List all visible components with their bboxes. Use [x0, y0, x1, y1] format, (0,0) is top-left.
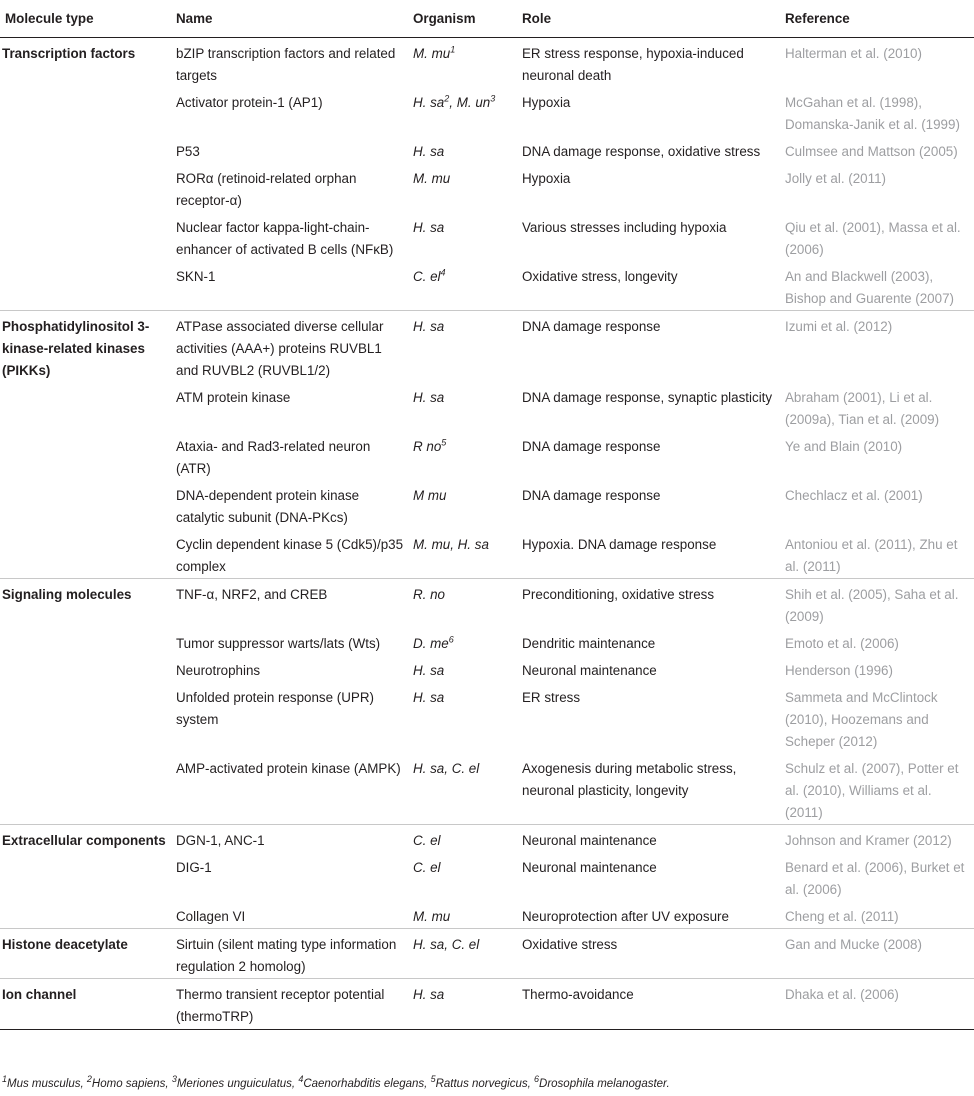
role-cell: ER stress — [522, 690, 581, 705]
table-row — [0, 163, 974, 212]
header-name: Name — [171, 0, 408, 38]
organism-text: M. mu — [413, 46, 451, 61]
name-cell: Ataxia- and Rad3-related neuron (ATR) — [176, 439, 371, 476]
name-cell: Unfolded protein response (UPR) system — [176, 690, 374, 727]
organism-cell — [408, 261, 517, 311]
name-cell: bZIP transcription factors and related targets — [176, 46, 396, 83]
name-cell: Cyclin dependent kinase 5 (Cdk5)/p35 complex — [176, 537, 404, 574]
reference-cell: Cheng et al. (2011) — [785, 909, 899, 924]
molecule-type-cell — [0, 628, 171, 655]
organism-text: M. mu, H. sa — [413, 537, 489, 552]
molecule-type-cell: Phosphatidylinositol 3-kinase-related kinases (PIKKs) — [0, 311, 171, 383]
role-cell: Neuronal maintenance — [517, 825, 780, 853]
footnote-mark: 3 — [171, 1074, 177, 1085]
organism-text: D. me — [413, 636, 449, 651]
table-footnote — [2, 1074, 670, 1090]
organism-cell — [408, 529, 517, 579]
table-row — [0, 929, 974, 979]
molecule-type-cell: Signaling molecules — [0, 579, 171, 629]
reference-cell: McGahan et al. (1998), Domanska-Janik et al. (1999) — [785, 95, 960, 132]
reference-cell: Culmsee and Mattson (2005) — [785, 144, 958, 159]
molecule-type-cell: Extracellular components — [0, 825, 171, 853]
molecule-type-cell — [0, 87, 171, 136]
name-cell: Sirtuin (silent mating type information regulation 2 homolog) — [171, 929, 408, 979]
organism-cell — [408, 825, 517, 853]
table-row — [0, 682, 974, 753]
reference-cell: Izumi et al. (2012) — [780, 311, 974, 383]
organism-cell — [408, 311, 517, 383]
organism-text: H. sa — [413, 95, 445, 110]
name-cell: ATM protein kinase — [176, 390, 291, 405]
molecule-type-cell — [0, 529, 171, 579]
table-row — [0, 382, 974, 431]
reference-cell: An and Blackwell (2003), Bishop and Guarente (2007) — [785, 269, 954, 306]
header-row — [0, 0, 974, 38]
name-cell: Nuclear factor kappa-light-chain-enhancer of activated B cells (NFκB) — [176, 220, 394, 257]
name-cell: Thermo transient receptor potential (thermoTRP) — [171, 979, 408, 1030]
molecule-type-cell: Transcription factors — [2, 46, 136, 61]
organism-cell — [408, 753, 517, 825]
footnote-mark: 6 — [534, 1074, 540, 1085]
name-cell: DGN-1, ANC-1 — [171, 825, 408, 853]
table-row — [0, 261, 974, 311]
table-row — [0, 480, 974, 529]
organism-cell — [408, 382, 517, 431]
organism-text: H. sa — [413, 144, 445, 159]
role-cell: DNA damage response — [522, 439, 661, 454]
organism-cell — [408, 655, 517, 682]
molecule-type-cell — [0, 901, 171, 929]
name-cell: TNF-α, NRF2, and CREB — [171, 579, 408, 629]
reference-cell: Dhaka et al. (2006) — [780, 979, 974, 1030]
reference-cell: Johnson and Kramer (2012) — [780, 825, 974, 853]
organism-cell — [408, 628, 517, 655]
reference-cell: Henderson (1996) — [785, 663, 893, 678]
table-row — [0, 979, 974, 1030]
organism-text: H. sa — [413, 220, 445, 235]
reference-cell: Emoto et al. (2006) — [785, 636, 899, 651]
header-reference: Reference — [780, 0, 974, 38]
table-row — [0, 136, 974, 163]
name-cell: DIG-1 — [176, 860, 212, 875]
organism-text: H. sa — [413, 987, 445, 1002]
molecule-type-cell — [0, 431, 171, 480]
footnote-text: Homo sapiens, — [91, 1078, 172, 1090]
reference-cell: Halterman et al. (2010) — [785, 46, 922, 61]
reference-cell: Antoniou et al. (2011), Zhu et al. (2011) — [785, 537, 958, 574]
organism-text: R. no — [413, 587, 446, 602]
reference-cell: Qiu et al. (2001), Massa et al. (2006) — [785, 220, 961, 257]
organism-cell — [408, 38, 517, 88]
molecule-type-cell — [0, 655, 171, 682]
organism-cell — [408, 87, 517, 136]
molecule-type-cell — [0, 136, 171, 163]
organism-cell — [408, 979, 517, 1030]
name-cell: AMP-activated protein kinase (AMPK) — [176, 761, 401, 776]
name-cell: Neurotrophins — [176, 663, 261, 678]
header-molecule-type: Molecule type — [0, 0, 171, 38]
molecule-type-cell — [0, 682, 171, 753]
reference-cell: Ye and Blain (2010) — [785, 439, 903, 454]
molecule-type-cell — [0, 212, 171, 261]
table-row — [0, 655, 974, 682]
organism-text: H. sa — [413, 663, 445, 678]
organism-text: H. sa — [413, 690, 445, 705]
molecule-type-cell: Ion channel — [0, 979, 171, 1030]
table-row — [0, 87, 974, 136]
organism-text: , M. un — [449, 95, 491, 110]
organism-text: H. sa, C. el — [413, 761, 480, 776]
organism-text: H. sa, C. el — [413, 937, 480, 952]
table-row — [0, 212, 974, 261]
organism-text: M. mu — [413, 171, 451, 186]
footnote-mark: 1 — [2, 1074, 8, 1085]
reference-cell: Schulz et al. (2007), Potter et al. (2010), Williams et al. (2011) — [785, 761, 959, 820]
name-cell: DNA-dependent protein kinase catalytic subunit (DNA-PKcs) — [176, 488, 360, 525]
organism-cell — [408, 431, 517, 480]
organism-cell — [408, 212, 517, 261]
role-cell: Neuronal maintenance — [522, 663, 657, 678]
table-row — [0, 825, 974, 853]
role-cell: DNA damage response — [517, 311, 780, 383]
name-cell: RORα (retinoid-related orphan receptor-α) — [176, 171, 357, 208]
role-cell: Thermo-avoidance — [517, 979, 780, 1030]
role-cell: Hypoxia — [522, 171, 571, 186]
table-row — [0, 852, 974, 901]
organism-cell — [408, 929, 517, 979]
name-cell: Tumor suppressor warts/lats (Wts) — [176, 636, 381, 651]
role-cell: Neuroprotection after UV exposure — [522, 909, 729, 924]
organism-footnote-mark: 4 — [440, 267, 446, 278]
name-cell: SKN-1 — [176, 269, 216, 284]
role-cell: Neuronal maintenance — [522, 860, 657, 875]
reference-cell: Gan and Mucke (2008) — [780, 929, 974, 979]
role-cell: Axogenesis during metabolic stress, neuronal plasticity, longevity — [522, 761, 737, 798]
table-row — [0, 901, 974, 929]
role-cell: ER stress response, hypoxia-induced neuronal death — [522, 46, 744, 83]
footnote-text: Meriones unguiculatus, — [176, 1078, 299, 1090]
role-cell: Dendritic maintenance — [522, 636, 656, 651]
role-cell: Oxidative stress, longevity — [522, 269, 678, 284]
table-row — [0, 38, 974, 88]
table-row — [0, 753, 974, 825]
molecule-type-cell — [0, 852, 171, 901]
organism-text: C. el — [413, 269, 441, 284]
organism-cell — [408, 682, 517, 753]
table-row — [0, 431, 974, 480]
role-cell: Hypoxia — [522, 95, 571, 110]
role-cell: DNA damage response — [522, 488, 661, 503]
table-row — [0, 628, 974, 655]
name-cell: ATPase associated diverse cellular activities (AAA+) proteins RUVBL1 and RUVBL2 (RUVBL1/2) — [171, 311, 408, 383]
organism-text: C. el — [413, 860, 441, 875]
organism-text: R no — [413, 439, 442, 454]
footnote-mark: 4 — [298, 1074, 304, 1085]
role-cell: DNA damage response, synaptic plasticity — [522, 390, 773, 405]
role-cell: Preconditioning, oxidative stress — [517, 579, 780, 629]
molecule-type-cell: Histone deacetylate — [0, 929, 171, 979]
name-cell: P53 — [176, 144, 200, 159]
reference-cell: Sammeta and McClintock (2010), Hoozemans and Scheper (2012) — [785, 690, 938, 749]
organism-cell — [408, 480, 517, 529]
reference-cell: Benard et al. (2006), Burket et al. (2006) — [785, 860, 965, 897]
molecule-type-cell — [0, 261, 171, 311]
molecule-type-cell — [0, 382, 171, 431]
table-row — [0, 529, 974, 579]
role-cell: Various stresses including hypoxia — [522, 220, 727, 235]
organism-cell — [408, 163, 517, 212]
role-cell: DNA damage response, oxidative stress — [522, 144, 761, 159]
reference-cell: Shih et al. (2005), Saha et al. (2009) — [780, 579, 974, 629]
reference-cell: Jolly et al. (2011) — [785, 171, 886, 186]
header-role: Role — [517, 0, 780, 38]
footnote-text: Rattus norvegicus, — [435, 1078, 535, 1090]
footnote-text: Caenorhabditis elegans, — [303, 1078, 431, 1090]
organism-footnote-mark: 1 — [450, 44, 456, 55]
organism-footnote-mark: 5 — [441, 437, 447, 448]
reference-cell: Abraham (2001), Li et al. (2009a), Tian et al. (2009) — [785, 390, 940, 427]
organism-cell — [408, 579, 517, 629]
organism-footnote-mark: 2 — [444, 93, 450, 104]
organism-footnote-mark: 6 — [448, 634, 454, 645]
footnote-mark: 2 — [86, 1074, 92, 1085]
table-row — [0, 579, 974, 629]
reference-cell: Chechlacz et al. (2001) — [785, 488, 923, 503]
organism-text: C. el — [413, 833, 441, 848]
organism-cell — [408, 136, 517, 163]
table-row — [0, 311, 974, 383]
molecule-type-cell — [0, 753, 171, 825]
name-cell: Collagen VI — [176, 909, 246, 924]
footnote-text: Drosophila melanogaster. — [539, 1078, 670, 1090]
organism-cell — [408, 901, 517, 929]
role-cell: Oxidative stress — [517, 929, 780, 979]
organism-text: M mu — [413, 488, 447, 503]
organism-cell — [408, 852, 517, 901]
molecule-type-cell — [0, 480, 171, 529]
role-cell: Hypoxia. DNA damage response — [522, 537, 717, 552]
organism-text: H. sa — [413, 390, 445, 405]
organism-text: H. sa — [413, 319, 445, 334]
molecule-type-cell — [0, 163, 171, 212]
footnote-mark: 5 — [430, 1074, 436, 1085]
organism-text: M. mu — [413, 909, 451, 924]
name-cell: Activator protein-1 (AP1) — [176, 95, 323, 110]
organism-footnote-mark: 3 — [490, 93, 496, 104]
header-organism: Organism — [408, 0, 517, 38]
footnote-text: Mus musculus, — [7, 1078, 87, 1090]
